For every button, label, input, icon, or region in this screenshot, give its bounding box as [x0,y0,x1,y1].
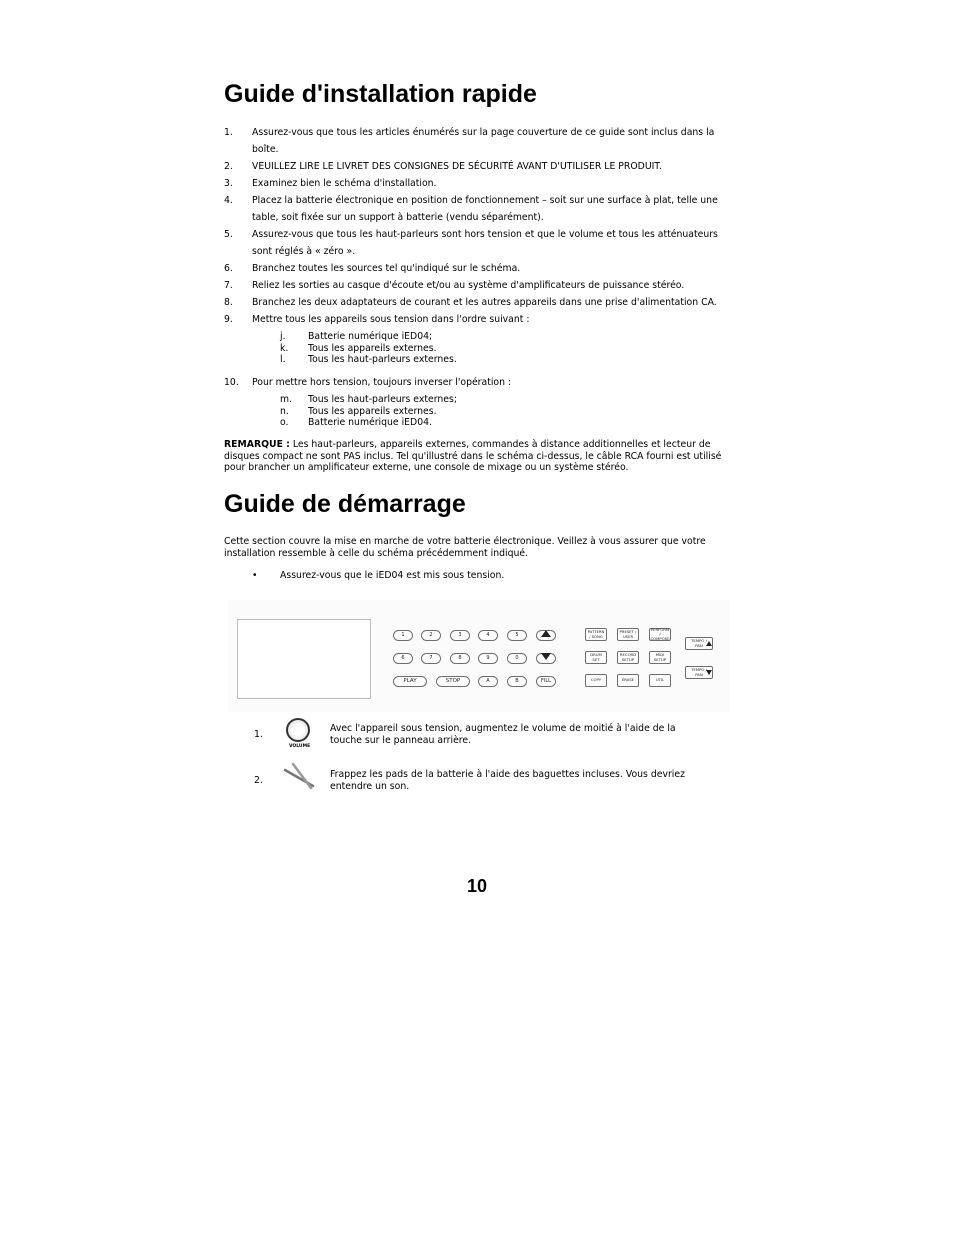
page-number: 10 [466,876,488,896]
intro-paragraph: Cette section couvre la mise en marche de votre batterie électronique. Veillez à vous assurer que votre installation ressemble à celle du schéma précédemment indiqué. [224,536,706,559]
step-text: VEUILLEZ LIRE LE LIVRET DES CONSIGNES DE SÉCURITÉ AVANT D'UTILISER LE PRODUIT. [252,161,662,172]
item-text: Batterie numérique iED04; [308,331,433,342]
item-letter: l. [280,354,286,365]
play-button: PLAY [393,676,427,687]
copy-button: COPY [585,674,607,687]
step-text: Assurez-vous que tous les articles énumérés sur la page couverture de ce guide sont inclus dans la boîte. [252,127,715,155]
volume-label: VOLUME [289,744,311,749]
up-arrow-icon [706,641,712,646]
item-letter: o. [280,417,289,428]
step-text: Placez la batterie électronique en position de fonctionnement – soit sur une surface à plat, telle une table, soit fixée sur un support à batterie (vendu séparément). [252,195,718,223]
tempo-pan-label: TEMPO / PAN [691,638,707,648]
item-text: Tous les appareils externes. [308,342,437,354]
down-arrow-button [536,653,556,664]
volume-knob-icon [286,718,310,742]
substep-text: Frappez les pads de la batterie à l'aide des baguettes incluses. Vous devriez entendre un son. [330,769,685,792]
substep-text: Avec l'appareil sous tension, augmentez le volume de moitié à l'aide de la touche sur le panneau arrière. [330,723,676,746]
item-text: Tous les haut-parleurs externes; [308,394,457,405]
step-text: Mettre tous les appareils sous tension dans l'ordre suivant : [252,314,530,325]
step-number: 8. [224,297,233,308]
item-letter: n. [280,405,289,417]
step-number: 9. [224,314,233,325]
lcd-screen [237,619,371,699]
item-text: Tous les haut-parleurs externes. [308,354,457,365]
step-number: 10. [224,377,239,388]
item-letter: m. [280,394,293,405]
pad-button-1: 1 [393,630,413,641]
substep-number: 1. [254,729,263,740]
fill-button: FILL [536,676,556,687]
item-text: Tous les appareils externes. [308,405,437,417]
down-arrow-icon [706,670,712,675]
pad-button-5: 5 [507,630,527,641]
step-number: 6. [224,263,233,274]
bullet-text: Assurez-vous que le iED04 est mis sous tension. [280,570,505,581]
step-text: Reliez les sorties au casque d'écoute et/ou au système d'amplificateurs de puissance stéréo. [252,280,685,291]
a-button: A [478,676,498,687]
pad-button-7: 7 [421,653,441,664]
remark-paragraph [224,439,722,474]
step-number: 3. [224,178,233,189]
section-title: Guide de démarrage [224,490,466,518]
pattern-song-button: PATTERN / SONG [585,628,607,641]
pad-button-0: 0 [507,653,527,664]
page-title: Guide d'installation rapide [224,80,537,108]
step-number: 2. [224,161,233,172]
pad-button-2: 2 [421,630,441,641]
remark-label: REMARQUE : [224,439,290,450]
step-number: 7. [224,280,233,291]
step-number: 4. [224,195,233,206]
pad-button-4: 4 [478,630,498,641]
control-panel-illustration [228,600,730,712]
step-text: Examinez bien le schéma d'installation. [252,178,437,189]
step-number: 1. [224,127,233,138]
pad-button-9: 9 [478,653,498,664]
pad-button-8: 8 [450,653,470,664]
substep-number: 2. [254,775,263,786]
record-setup-button: RECORD SETUP [617,651,639,664]
item-letter: k. [280,342,289,354]
step-number: 5. [224,229,233,240]
midi-setup-button: MIDI SETUP [649,651,671,664]
pad-button-6: 6 [393,653,413,664]
tempo-pan-label: TEMPO / PAN [691,667,707,677]
b-button: B [507,676,527,687]
remark-text: Les haut-parleurs, appareils externes, commandes à distance additionnelles et lecteur de disques compact ne sont PAS inclus. Tel qu'illustré dans le schéma ci-dessus, le câble RCA fourni est utilisé pour brancher un amplificateur externe, une console de mixage ou un système stéréo. [224,439,722,473]
pad-button-3: 3 [450,630,470,641]
step-text: Branchez les deux adaptateurs de courant et les autres appareils dans une prise d'alimentation CA. [252,297,717,308]
stop-button: STOP [436,676,470,687]
perform-compose-button: PERFORM / COMPOSE [650,626,670,641]
preset-user-button: PRESET / USER [617,628,639,641]
bullet-dot: • [252,570,258,581]
item-text: Batterie numérique iED04. [308,417,433,428]
down-arrow-icon [541,653,551,660]
item-letter: j. [280,331,286,342]
step-text: Pour mettre hors tension, toujours inverser l'opération : [252,377,512,388]
util-button: UTIL [649,674,671,687]
erase-button: ERASE [617,674,639,687]
up-arrow-icon [541,630,551,637]
drum-set-button: DRUM SET [585,651,607,664]
up-arrow-button [536,630,556,641]
drumsticks-icon [283,762,315,790]
step-text: Assurez-vous que tous les haut-parleurs sont hors tension et que le volume et tous les atténuateurs sont réglés à « zéro ». [252,229,718,257]
step-text: Branchez toutes les sources tel qu'indiqué sur le schéma. [252,263,521,274]
